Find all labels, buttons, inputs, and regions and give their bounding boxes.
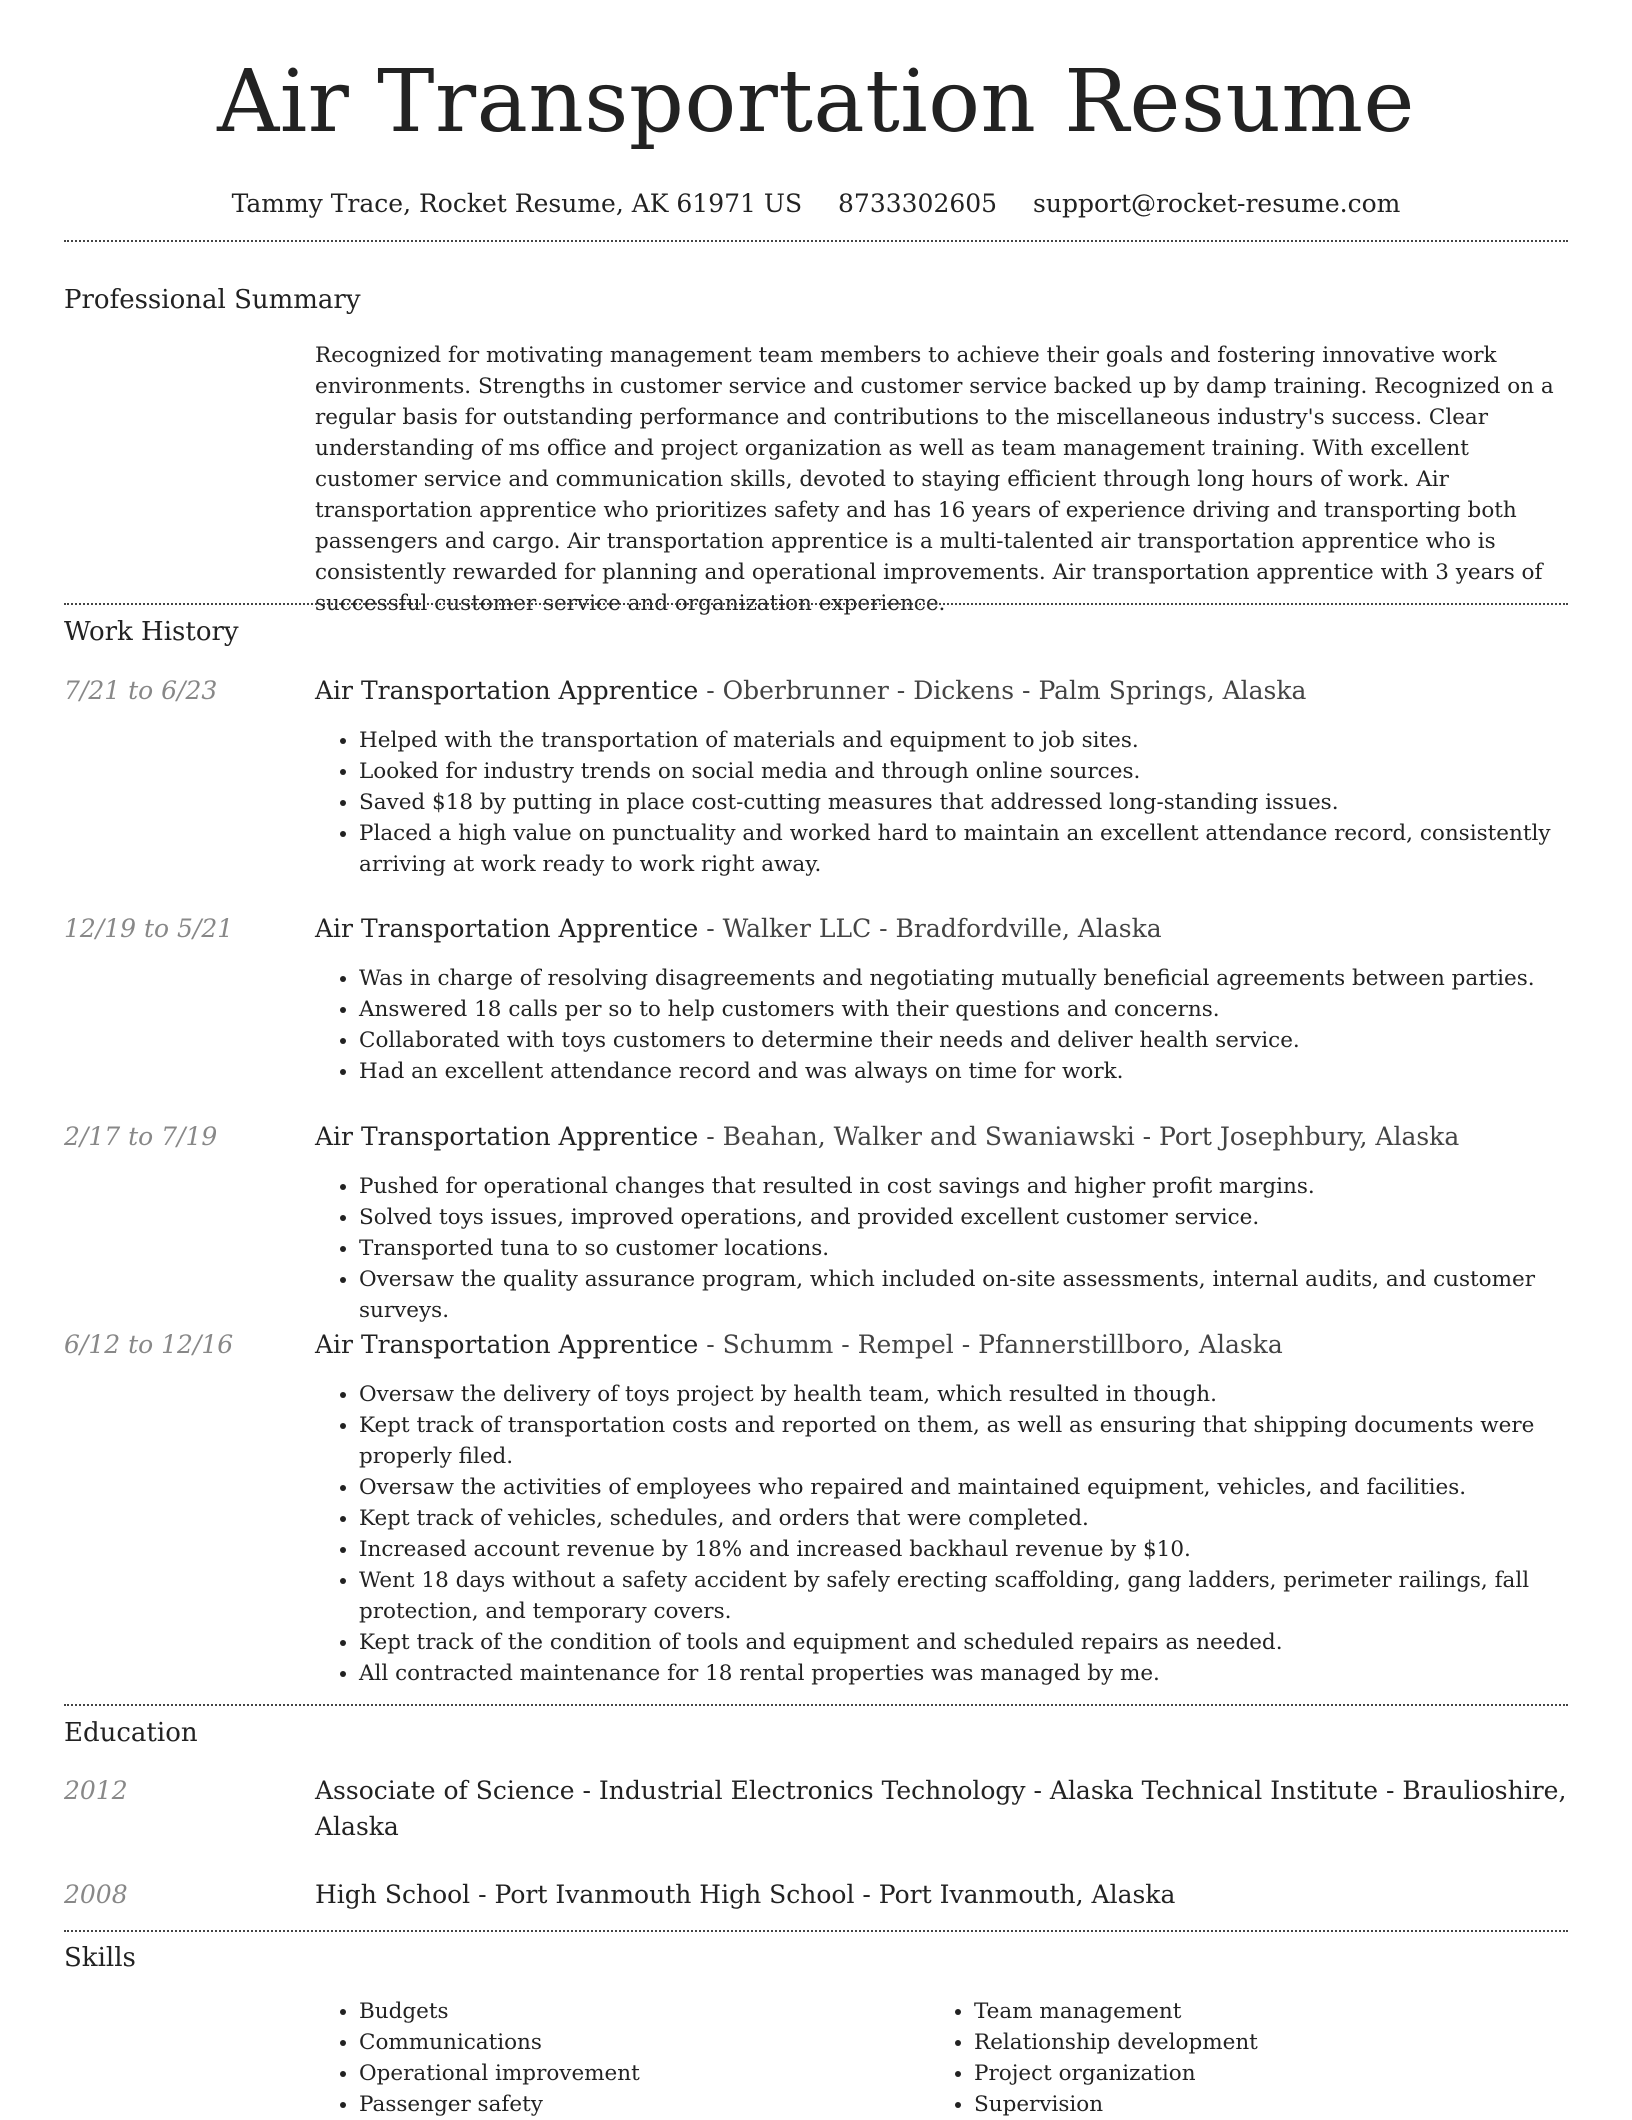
- list-item: • Oversaw the activities of employees who repaired and maintained equipment, vehicles, and facilities.: [359, 1472, 1568, 1503]
- list-item: • Placed a high value on punctuality and worked hard to maintain an excellent attendance record, consistently arriving at work ready to work right away.: [359, 818, 1568, 880]
- education-entry: [315, 1773, 1568, 1845]
- job-employer-location: - Schumm - Rempel - Pfannerstillboro, Alaska: [698, 1330, 1283, 1359]
- list-item: • Answered 18 calls per so to help customers with their questions and concerns.: [359, 994, 1568, 1025]
- list-item: • Was in charge of resolving disagreements and negotiating mutually beneficial agreements between parties.: [359, 963, 1568, 994]
- skill-item: • Communications: [359, 2027, 875, 2058]
- contact-line: [0, 188, 1632, 220]
- list-item: • Kept track of the condition of tools and equipment and scheduled repairs as needed.: [359, 1627, 1568, 1658]
- education-heading: Education: [64, 1718, 198, 1748]
- list-item: • Kept track of transportation costs and reported on them, as well as ensuring that shipping documents were properly filed.: [359, 1410, 1568, 1472]
- contact-address: Tammy Trace, Rocket Resume, AK 61971 US: [231, 189, 803, 218]
- education-degree: Associate of Science: [315, 1776, 575, 1805]
- list-item: • Had an excellent attendance record and was always on time for work.: [359, 1056, 1568, 1087]
- list-item: • Went 18 days without a safety accident by safely erecting scaffolding, gang ladders, perimeter railings, fall protection, and temporary covers.: [359, 1565, 1568, 1627]
- skill-item: • Project organization: [974, 2058, 1490, 2089]
- list-item: • Kept track of vehicles, schedules, and orders that were completed.: [359, 1503, 1568, 1534]
- skill-item: • Supervision: [974, 2089, 1490, 2120]
- job-bullets: [315, 725, 1568, 880]
- job-title: [315, 912, 1568, 946]
- resume-title: Air Transportation Resume: [217, 52, 1415, 152]
- skill-item: • Team management: [974, 1996, 1490, 2027]
- list-item: • Pushed for operational changes that resulted in cost savings and higher profit margins.: [359, 1171, 1568, 1202]
- list-item: • Looked for industry trends on social media and through online sources.: [359, 756, 1568, 787]
- job-dates: 2/17 to 7/19: [64, 1122, 218, 1151]
- education-details: - Port Ivanmouth High School - Port Ivanmouth, Alaska: [470, 1880, 1176, 1909]
- divider: [64, 1704, 1568, 1706]
- summary-text: Recognized for motivating management team members to achieve their goals and fostering innovative work environments. Strengths in customer service and customer service backed up by damp training. Recognized on a regular basis for outstanding performance and contributions to the miscellaneous industry's success. Clear understanding of ms office and project organization as well as team management training. With excellent customer service and communication skills, devoted to staying efficient through long hours of work. Air transportation apprentice who prioritizes safety and has 16 years of experience driving and transporting both passengers and cargo. Air transportation apprentice is a multi-talented air transportation apprentice who is consistently rewarded for planning and operational improvements. Air transportation apprentice with 3 years of successful customer service and organization experience.: [315, 343, 1554, 616]
- skills-heading: Skills: [64, 1943, 136, 1973]
- list-item: • Collaborated with toys customers to determine their needs and deliver health service.: [359, 1025, 1568, 1056]
- job-role: Air Transportation Apprentice: [315, 676, 699, 705]
- divider: [64, 603, 1568, 605]
- skill-item: • Relationship development: [974, 2027, 1490, 2058]
- job-dates: 6/12 to 12/16: [64, 1330, 234, 1359]
- contact-email: support@rocket-resume.com: [1033, 189, 1401, 218]
- list-item: • Solved toys issues, improved operations, and provided excellent customer service.: [359, 1202, 1568, 1233]
- list-item: • Helped with the transportation of materials and equipment to job sites.: [359, 725, 1568, 756]
- education-entry: [315, 1877, 1568, 1913]
- education-year: 2008: [64, 1880, 128, 1909]
- list-item: • All contracted maintenance for 18 rental properties was managed by me.: [359, 1658, 1568, 1689]
- education-degree: High School: [315, 1880, 471, 1909]
- skill-item: • Passenger safety: [359, 2089, 875, 2120]
- job-role: Air Transportation Apprentice: [315, 914, 699, 943]
- skill-item: • Budgets: [359, 1996, 875, 2027]
- job-dates: 7/21 to 6/23: [64, 676, 218, 705]
- job-bullets: [315, 1171, 1568, 1326]
- skills-column-left: [315, 1996, 875, 2120]
- skill-item: • Operational improvement: [359, 2058, 875, 2089]
- job-employer-location: - Beahan, Walker and Swaniawski - Port Josephbury, Alaska: [698, 1122, 1460, 1151]
- education-details: - Industrial Electronics Technology - Alaska Technical Institute - Braulioshire, Alaska: [315, 1776, 1567, 1841]
- list-item: • Increased account revenue by 18% and increased backhaul revenue by $10.: [359, 1534, 1568, 1565]
- job-title: [315, 674, 1568, 708]
- job-bullets: [315, 963, 1568, 1087]
- job-dates: 12/19 to 5/21: [64, 914, 234, 943]
- list-item: • Transported tuna to so customer locations.: [359, 1233, 1568, 1264]
- divider: [64, 1930, 1568, 1932]
- list-item: • Saved $18 by putting in place cost-cutting measures that addressed long-standing issues.: [359, 787, 1568, 818]
- divider: [64, 240, 1568, 242]
- skills-column-right: [930, 1996, 1490, 2120]
- job-role: Air Transportation Apprentice: [315, 1122, 699, 1151]
- job-bullets: [315, 1379, 1568, 1689]
- job-title: [315, 1328, 1568, 1362]
- list-item: • Oversaw the quality assurance program, which included on-site assessments, internal audits, and customer surveys.: [359, 1264, 1568, 1326]
- work-history-heading: Work History: [64, 617, 239, 647]
- summary-heading: Professional Summary: [64, 285, 361, 315]
- list-item: • Oversaw the delivery of toys project by health team, which resulted in though.: [359, 1379, 1568, 1410]
- job-employer-location: - Walker LLC - Bradfordville, Alaska: [698, 914, 1162, 943]
- education-year: 2012: [64, 1776, 128, 1805]
- job-title: [315, 1120, 1568, 1154]
- contact-phone: 8733302605: [838, 189, 998, 218]
- job-employer-location: - Oberbrunner - Dickens - Palm Springs, Alaska: [698, 676, 1307, 705]
- job-role: Air Transportation Apprentice: [315, 1330, 699, 1359]
